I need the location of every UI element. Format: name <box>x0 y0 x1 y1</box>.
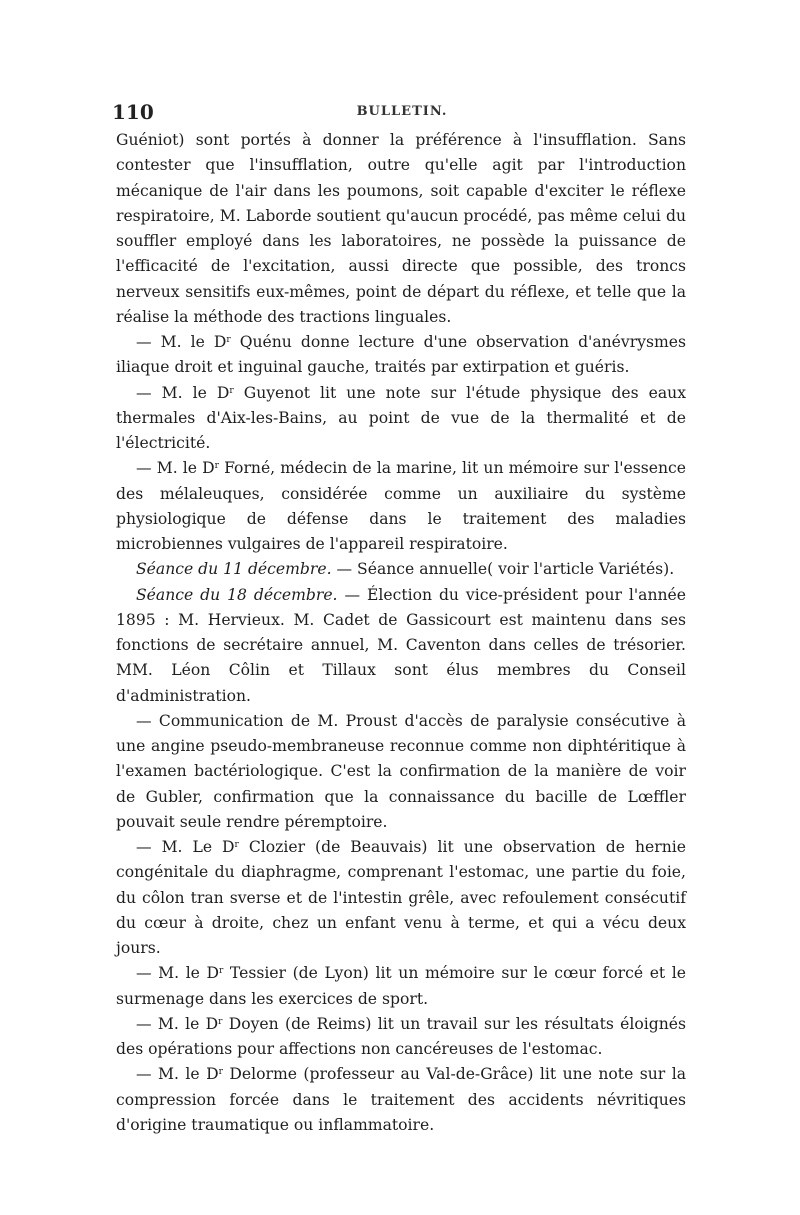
running-title: BULLETIN. <box>356 104 448 119</box>
seance-date: Séance du 18 décembre. <box>136 585 338 604</box>
seance-date: Séance du 11 décembre. <box>136 560 332 579</box>
paragraph-continuation: Guéniot) sont portés à donner la préférence à l'insufflation. Sans contester que l'insufflation, outre qu'elle agit par l'introduction mécanique de l'air dans les poumons, soit capable d'exciter le réflexe respiratoire, M. Laborde soutient qu'aucun procédé, pas même celui du souffler employé dans les laboratoires, ne possède la puissance de l'efficacité de l'excitation, aussi directe que possible, des troncs nerveux sensitifs eux-mêmes, point de départ du réflexe, et telle que la réalise la méthode des tractions linguales. <box>116 131 686 326</box>
body-text <box>116 128 686 1138</box>
paragraph-guyenot: — M. le $D^r$ Guyenot lit une note sur l'étude physique des eaux thermales d'Aix-les-Bains, au point de vue de la thermalité et de l'électricité. <box>116 383 686 452</box>
paragraph-proust: — Communication de M. Proust d'accès de paralysie consécutive à une angine pseudo-membraneuse reconnue comme non diphtéritique à l'examen bactériologique. C'est la confirmation de la manière de voir de Gubler, confirmation que la connaissance du bacille de Lœffler pouvait seule rendre péremptoire. <box>116 711 686 831</box>
page-header <box>112 100 692 126</box>
paragraph-doyen: — M. le $D^r$ Doyen (de Reims) lit un travail sur les résultats éloignés des opérations pour affections non cancéreuses de l'estomac. <box>116 1014 687 1058</box>
paragraph-seance-11-decembre: Séance du 11 décembre. — Séance annuelle( voir l'article Variétés). <box>136 560 675 579</box>
paragraph-forne: — M. le $D^r$ Forné, médecin de la marine, lit un mémoire sur l'essence des mélaleuques, considérée comme un auxiliaire du système physiologique de défense dans le traitement des maladies microbiennes vulgaires de l'appareil respiratoire. <box>116 459 686 553</box>
page-number: 110 <box>112 100 154 124</box>
paragraph-tessier: — M. le $D^r$ Tessier (de Lyon) lit un mémoire sur le cœur forcé et le surmenage dans les exercices de sport. <box>116 964 686 1008</box>
paragraph-seance-18-decembre: Séance du 18 décembre. — Élection du vice-président pour l'année 1895 : M. Hervieux. M. Cadet de Gassicourt est maintenu dans ses fonctions de secrétaire annuel, M. Caventon dans celles de trésorier. MM. Léon Côlin et Tillaux sont élus membres du Conseil d'administration. <box>116 585 686 705</box>
paragraph-clozier: — M. Le $D^r$ Clozier (de Beauvais) lit une observation de hernie congénitale du diaphragme, comprenant l'estomac, une partie du foie, du côlon tran sverse et de l'intestin grêle, avec refoulement consécutif du cœur à droite, chez un enfant venu à terme, et qui a vécu deux jours. <box>116 838 686 957</box>
paragraph-delorme: — M. le $D^r$ Delorme (professeur au Val-de-Grâce) lit une note sur la compression forcée dans le traitement des accidents névritiques d'origine traumatique ou inflammatoire. <box>116 1065 687 1134</box>
paragraph-quenu: — M. le $D^r$ Quénu donne lecture d'une observation d'anévrysmes iliaque droit et inguinal gauche, traités par extirpation et guéris. <box>116 333 686 377</box>
